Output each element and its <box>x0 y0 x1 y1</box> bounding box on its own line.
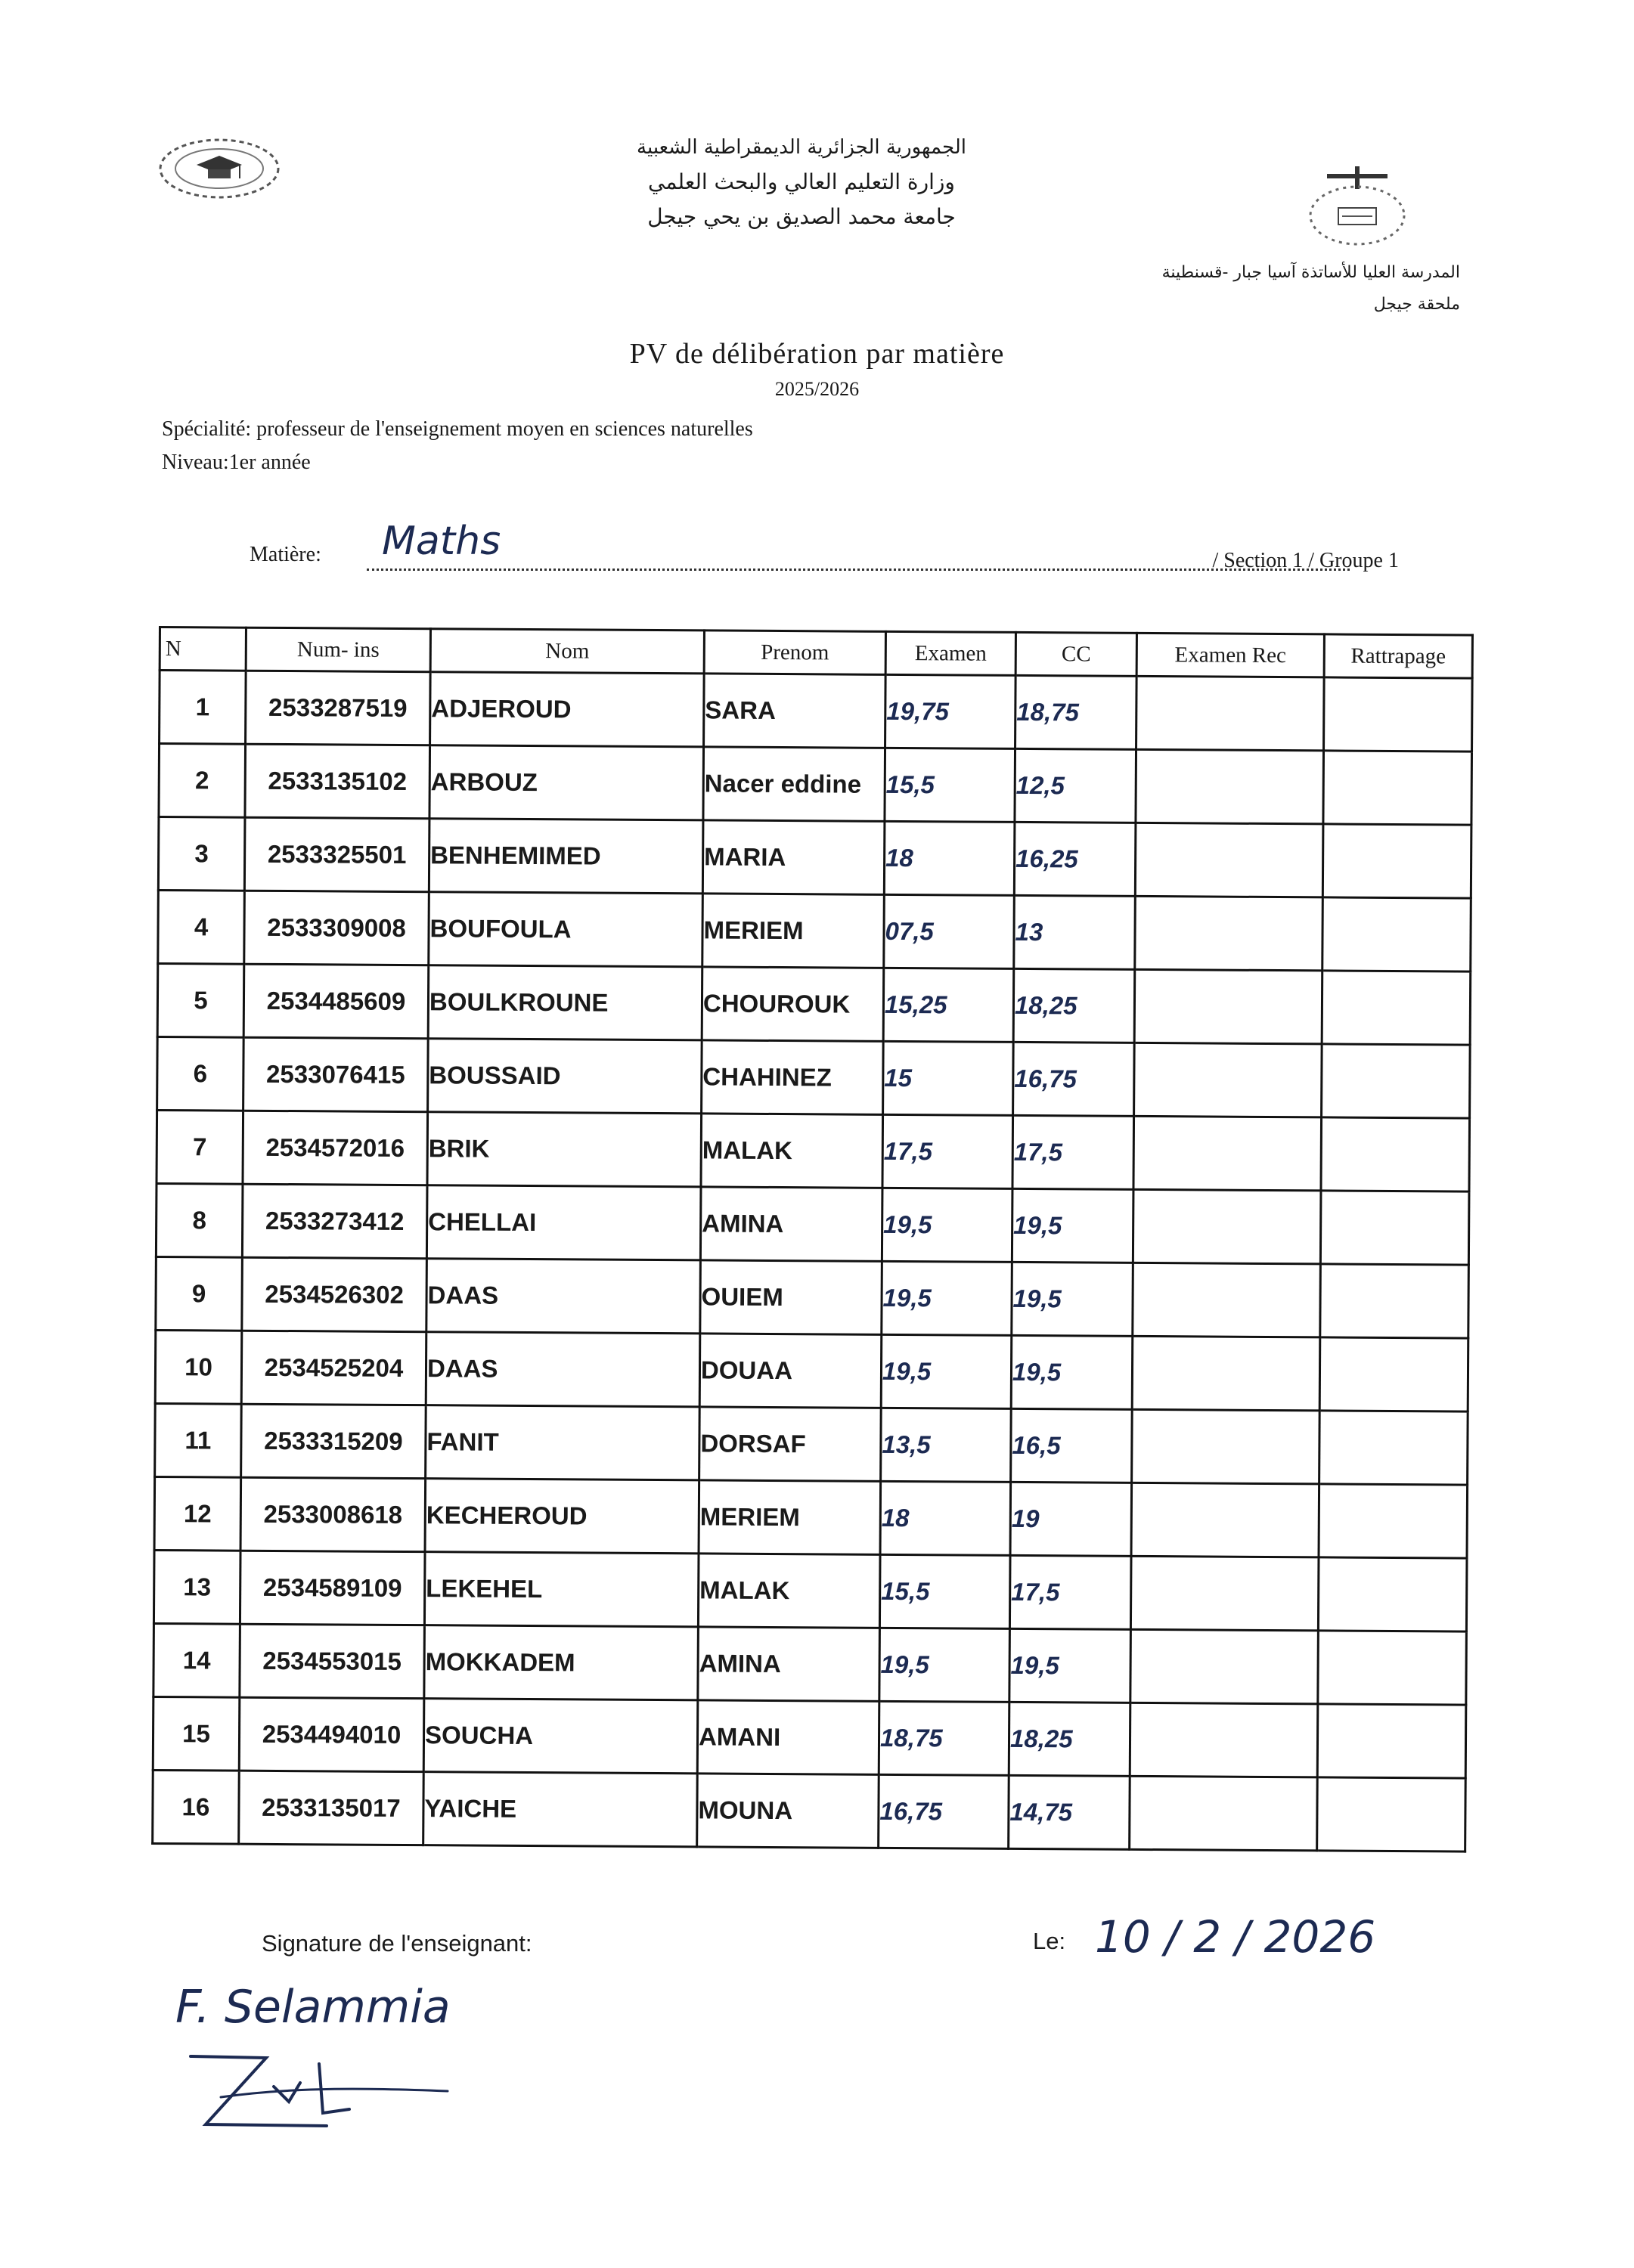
registration-number: 2533315209 <box>241 1404 426 1478</box>
registration-number: 2533325501 <box>244 817 429 891</box>
signature-name: F. Selammia <box>175 1981 451 2034</box>
column-header: N <box>160 627 246 671</box>
exam-rec-grade <box>1130 1776 1318 1851</box>
row-number: 14 <box>153 1623 240 1697</box>
student-last-name: DAAS <box>426 1332 700 1407</box>
column-header: Examen <box>885 631 1015 675</box>
table-row <box>158 891 1471 972</box>
cc-grade: 19,5 <box>1012 1188 1133 1263</box>
row-number: 10 <box>155 1330 242 1404</box>
rattrapage-grade <box>1317 1777 1466 1851</box>
student-last-name: LEKEHEL <box>424 1552 699 1627</box>
registration-number: 2534589109 <box>240 1551 425 1625</box>
table-row <box>155 1330 1468 1411</box>
table-row <box>153 1550 1467 1631</box>
cc-grade: 19 <box>1010 1482 1132 1556</box>
table-row <box>156 1183 1469 1265</box>
student-last-name: FANIT <box>426 1405 700 1480</box>
registration-number: 2534572016 <box>243 1111 428 1185</box>
row-number: 16 <box>153 1770 240 1844</box>
registration-number: 2533287519 <box>246 671 431 745</box>
exam-grade: 15,25 <box>883 968 1014 1042</box>
student-first-name: DOUAA <box>699 1334 882 1408</box>
cc-grade: 17,5 <box>1009 1555 1131 1629</box>
table-row <box>153 1696 1466 1778</box>
exam-grade: 19,5 <box>882 1261 1012 1335</box>
cc-grade: 17,5 <box>1012 1115 1134 1189</box>
exam-rec-grade <box>1135 896 1323 971</box>
column-header: Prenom <box>704 631 885 674</box>
cc-grade: 16,75 <box>1013 1042 1135 1116</box>
matiere-label: Matière: <box>250 543 321 566</box>
row-number: 6 <box>157 1036 244 1111</box>
niveau-label: Niveau:1er année <box>162 451 311 474</box>
student-last-name: KECHEROUD <box>425 1479 699 1554</box>
student-first-name: SARA <box>704 674 886 748</box>
student-first-name: AMANI <box>697 1700 879 1774</box>
table-row <box>156 1256 1469 1338</box>
rattrapage-grade <box>1322 971 1471 1045</box>
exam-rec-grade <box>1130 1629 1319 1704</box>
row-number: 5 <box>157 964 244 1038</box>
student-first-name: AMINA <box>700 1187 882 1261</box>
student-first-name: CHAHINEZ <box>702 1040 884 1114</box>
rattrapage-grade <box>1317 1704 1466 1778</box>
rattrapage-grade <box>1324 677 1473 751</box>
table-header-row <box>160 627 1472 679</box>
exam-rec-grade <box>1134 1043 1322 1117</box>
cc-grade: 14,75 <box>1009 1775 1130 1849</box>
registration-number: 2533135102 <box>245 744 430 818</box>
cc-grade: 19,5 <box>1011 1335 1133 1409</box>
registration-number: 2533309008 <box>244 891 429 965</box>
exam-grade: 13,5 <box>881 1408 1012 1482</box>
student-last-name: ADJEROUD <box>430 672 705 747</box>
cc-grade: 18,75 <box>1015 675 1137 749</box>
section-groupe: / Section 1 / Groupe 1 <box>1212 549 1399 572</box>
rattrapage-grade <box>1318 1631 1467 1705</box>
school-annex-line: ملحقة جيجل <box>1373 295 1460 314</box>
student-last-name: ARBOUZ <box>429 745 704 820</box>
row-number: 11 <box>155 1403 242 1477</box>
row-number: 9 <box>156 1256 243 1331</box>
row-number: 2 <box>159 744 246 818</box>
student-last-name: YAICHE <box>423 1772 698 1847</box>
rattrapage-grade <box>1321 1117 1470 1191</box>
specialite-label: Spécialité: professeur de l'enseignement moyen en sciences naturelles <box>162 417 753 441</box>
graduation-cap-seal-icon <box>155 135 284 206</box>
student-first-name: MARIA <box>702 820 885 894</box>
row-number: 15 <box>153 1696 240 1771</box>
column-header: CC <box>1015 632 1136 676</box>
exam-grade: 18 <box>884 821 1015 895</box>
row-number: 3 <box>158 817 245 891</box>
student-last-name: SOUCHA <box>423 1699 698 1774</box>
exam-rec-grade <box>1133 1263 1321 1337</box>
exam-grade: 15,5 <box>885 748 1015 822</box>
row-number: 7 <box>157 1110 243 1184</box>
exam-rec-grade <box>1131 1483 1319 1557</box>
exam-grade: 17,5 <box>882 1114 1013 1188</box>
student-last-name: BOUSSAID <box>428 1039 702 1114</box>
exam-rec-grade <box>1133 1116 1322 1191</box>
student-first-name: MERIEM <box>699 1480 881 1554</box>
column-header: Rattrapage <box>1324 634 1472 678</box>
row-number: 4 <box>158 891 245 965</box>
column-header: Num- ins <box>246 627 430 671</box>
table-row <box>157 1110 1470 1191</box>
exam-grade: 07,5 <box>884 894 1015 968</box>
exam-grade: 16,75 <box>879 1774 1009 1848</box>
student-last-name: MOKKADEM <box>424 1625 699 1700</box>
table-body <box>153 671 1472 1852</box>
school-emblem-icon <box>1301 166 1414 253</box>
exam-grade: 15 <box>883 1041 1014 1115</box>
cc-grade: 19,5 <box>1009 1628 1131 1703</box>
table-row <box>157 1036 1471 1118</box>
rattrapage-grade <box>1320 1264 1469 1338</box>
registration-number: 2534525204 <box>241 1331 426 1405</box>
registration-number: 2534485609 <box>243 964 429 1038</box>
table-row <box>157 964 1471 1046</box>
school-name-line: المدرسة العليا للأساتذة آسيا جبار -قسنطينة <box>1161 263 1460 282</box>
exam-grade: 18 <box>880 1481 1011 1555</box>
rattrapage-grade <box>1322 897 1471 971</box>
registration-number: 2534526302 <box>242 1257 427 1331</box>
exam-grade: 19,5 <box>879 1628 1010 1702</box>
rattrapage-grade <box>1319 1411 1468 1485</box>
exam-rec-grade <box>1130 1556 1319 1631</box>
table-row <box>153 1623 1467 1705</box>
exam-rec-grade <box>1132 1336 1320 1411</box>
date-label: Le: <box>1033 1928 1066 1954</box>
exam-grade: 15,5 <box>879 1554 1010 1628</box>
signature-label: Signature de l'enseignant: <box>262 1930 532 1957</box>
table-row <box>153 1770 1466 1851</box>
exam-grade: 18,75 <box>879 1701 1009 1775</box>
registration-number: 2533008618 <box>240 1477 426 1551</box>
column-header: Nom <box>430 629 704 674</box>
exam-rec-grade <box>1134 969 1322 1044</box>
signature-scribble <box>175 2041 493 2143</box>
student-last-name: CHELLAI <box>426 1185 701 1260</box>
school-name-arabic <box>1037 257 1460 321</box>
registration-number: 2534553015 <box>240 1624 425 1698</box>
exam-rec-grade <box>1132 1409 1320 1484</box>
cc-grade: 13 <box>1014 895 1136 969</box>
student-first-name: OUIEM <box>700 1260 882 1334</box>
registration-number: 2534494010 <box>239 1697 424 1771</box>
cc-grade: 16,25 <box>1014 822 1136 896</box>
table-row <box>155 1403 1468 1485</box>
exam-rec-grade <box>1130 1703 1318 1777</box>
rattrapage-grade <box>1319 1484 1468 1558</box>
student-first-name: MALAK <box>701 1114 883 1188</box>
student-first-name: CHOUROUK <box>702 967 884 1041</box>
arabic-header-line: الجمهورية الجزائرية الديمقراطية الشعبية <box>637 136 966 159</box>
matiere-dotted-line <box>367 543 1350 571</box>
arabic-header-line: وزارة التعليم العالي والبحث العلمي <box>648 169 955 194</box>
cc-grade: 19,5 <box>1012 1262 1133 1336</box>
academic-year: 2025/2026 <box>774 378 860 400</box>
rattrapage-grade <box>1320 1191 1469 1265</box>
cc-grade: 16,5 <box>1011 1408 1133 1483</box>
registration-number: 2533135017 <box>239 1771 424 1845</box>
student-last-name: BOUFOULA <box>429 892 703 967</box>
cc-grade: 18,25 <box>1009 1702 1130 1776</box>
exam-grade: 19,5 <box>881 1334 1012 1408</box>
table-row <box>158 817 1471 899</box>
row-number: 1 <box>160 671 246 745</box>
exam-rec-grade <box>1135 823 1323 897</box>
matiere-value: Maths <box>382 519 501 564</box>
arabic-header <box>590 130 1013 234</box>
exam-grade: 19,5 <box>882 1188 1012 1262</box>
rattrapage-grade <box>1319 1337 1468 1411</box>
student-first-name: Nacer eddine <box>703 747 885 821</box>
date-value: 10 / 2 / 2026 <box>1095 1911 1376 1963</box>
cc-grade: 18,25 <box>1013 968 1135 1043</box>
exam-rec-grade <box>1136 676 1325 751</box>
rattrapage-grade <box>1318 1557 1467 1631</box>
student-last-name: BENHEMIMED <box>429 819 703 894</box>
matiere-row <box>250 519 1399 572</box>
registration-number: 2533273412 <box>242 1184 427 1258</box>
document-title: PV de délibération par matière <box>629 338 1005 370</box>
row-number: 8 <box>156 1183 243 1257</box>
registration-number: 2533076415 <box>243 1037 429 1111</box>
deliberation-table <box>151 626 1474 1853</box>
exam-rec-grade <box>1133 1189 1321 1264</box>
student-last-name: BOULKROUNE <box>428 965 702 1040</box>
rattrapage-grade <box>1322 824 1471 898</box>
student-last-name: DAAS <box>426 1259 701 1334</box>
student-last-name: BRIK <box>427 1112 702 1187</box>
row-number: 13 <box>153 1550 240 1624</box>
student-first-name: MALAK <box>698 1554 880 1628</box>
rattrapage-grade <box>1322 1044 1471 1118</box>
arabic-header-line: جامعة محمد الصديق بن يحي جيجل <box>647 204 956 229</box>
exam-rec-grade <box>1136 749 1324 824</box>
column-header: Examen Rec <box>1136 633 1324 677</box>
row-number: 12 <box>154 1476 241 1551</box>
table-row <box>159 744 1472 826</box>
student-first-name: MERIEM <box>702 894 885 968</box>
student-first-name: MOUNA <box>697 1774 879 1848</box>
rattrapage-grade <box>1323 751 1472 825</box>
student-first-name: DORSAF <box>699 1407 882 1481</box>
table-row <box>160 671 1473 752</box>
table-row <box>154 1476 1468 1558</box>
student-first-name: AMINA <box>698 1627 880 1701</box>
exam-grade: 19,75 <box>885 674 1016 748</box>
cc-grade: 12,5 <box>1015 748 1136 823</box>
